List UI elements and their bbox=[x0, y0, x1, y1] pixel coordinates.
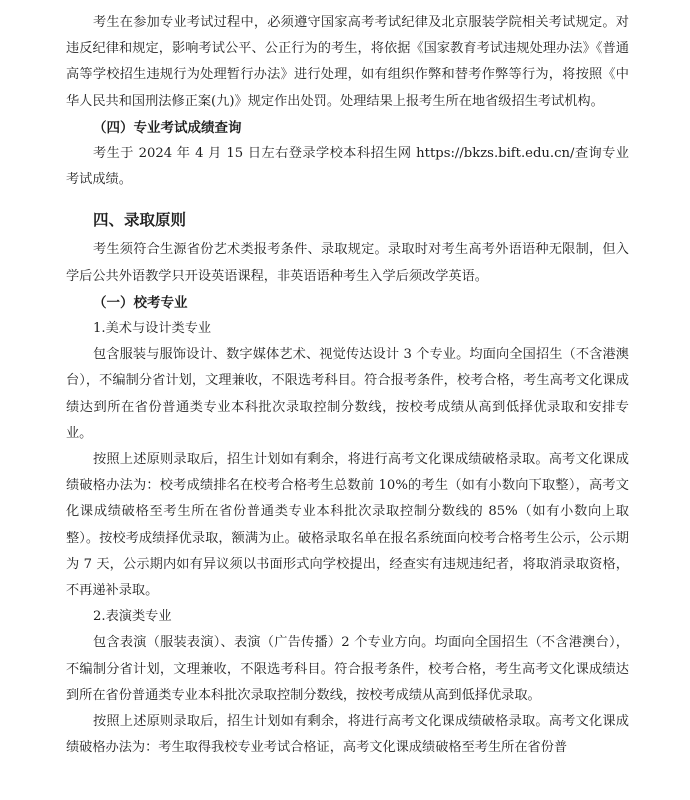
subheading-art-design: 1.美术与设计类专业 bbox=[93, 321, 212, 337]
paragraph-performance-exception: 按照上述原则录取后，招生计划如有剩余，将进行高考文化课成绩破格录取。高考文化课成绩破格办法为：考生取得我校专业考试合格证，高考文化课成绩破格至考生所在省份普 bbox=[66, 714, 629, 756]
paragraph-performance-majors: 包含表演（服装表演）、表演（广告传播）2 个专业方向。均面向全国招生（不含港澳台），不编制分省计划，文理兼收，不限选考科目。符合报考条件，校考合格，考生高考文化课成绩达到所在省份普通类专业本科批次录取控制分数线，按校考成绩从高到低择优录取。 bbox=[66, 635, 629, 703]
document-page bbox=[66, 10, 629, 761]
paragraph-exam-discipline: 考生在参加专业考试过程中，必须遵守国家高考考试纪律及北京服装学院相关考试规定。对违反纪律和规定，影响考试公平、公正行为的考生，将依据《国家教育考试违规处理办法》《普通高等学校招生违规行为处理暂行办法》进行处理，如有组织作弊和替考作弊等行为，将按照《中华人民共和国刑法修正案(九)》规定作出处罚。处理结果上报考生所在地省级招生考试机构。 bbox=[66, 15, 629, 109]
heading-school-exam-majors: （一）校考专业 bbox=[93, 294, 188, 311]
paragraph-score-query: 考生于 2024 年 4 月 15 日左右登录学校本科招生网 https://bkzs.bift.edu.cn/查询专业考试成绩。 bbox=[66, 146, 629, 188]
subheading-performance: 2.表演类专业 bbox=[93, 609, 172, 625]
heading-admission-principles: 四、录取原则 bbox=[93, 210, 187, 230]
heading-score-query: （四）专业考试成绩查询 bbox=[93, 119, 242, 136]
paragraph-admission-general: 考生须符合生源省份艺术类报考条件、录取规定。录取时对考生高考外语语种无限制，但入学后公共外语教学只开设英语课程，非英语语种考生入学后须改学英语。 bbox=[66, 242, 629, 284]
paragraph-art-design-majors: 包含服装与服饰设计、数字媒体艺术、视觉传达设计 3 个专业。均面向全国招生（不含港澳台），不编制分省计划，文理兼收，不限选考科目。符合报考条件，校考合格，考生高考文化课成绩达到所在省份普通类专业本科批次录取控制分数线，按校考成绩从高到低择优录取和安排专业。 bbox=[66, 347, 629, 441]
paragraph-art-design-exception: 按照上述原则录取后，招生计划如有剩余，将进行高考文化课成绩破格录取。高考文化课成绩破格办法为：校考成绩排名在校考合格考生总数前 10%的考生（如有小数向下取整），高考文化课成绩破格至考生所在省份普通类专业本科批次录取控制分数线的 85%（如有小数向上取整）。按校考成绩择优录取，额满为止。破格录取名单在报名系统面向校考合格考生公示，公示期为 7 天，公示期内如有异议须以书面形式向学校提出，经查实有违规违纪者，将取消录取资格，不再递补录取。 bbox=[66, 452, 629, 599]
